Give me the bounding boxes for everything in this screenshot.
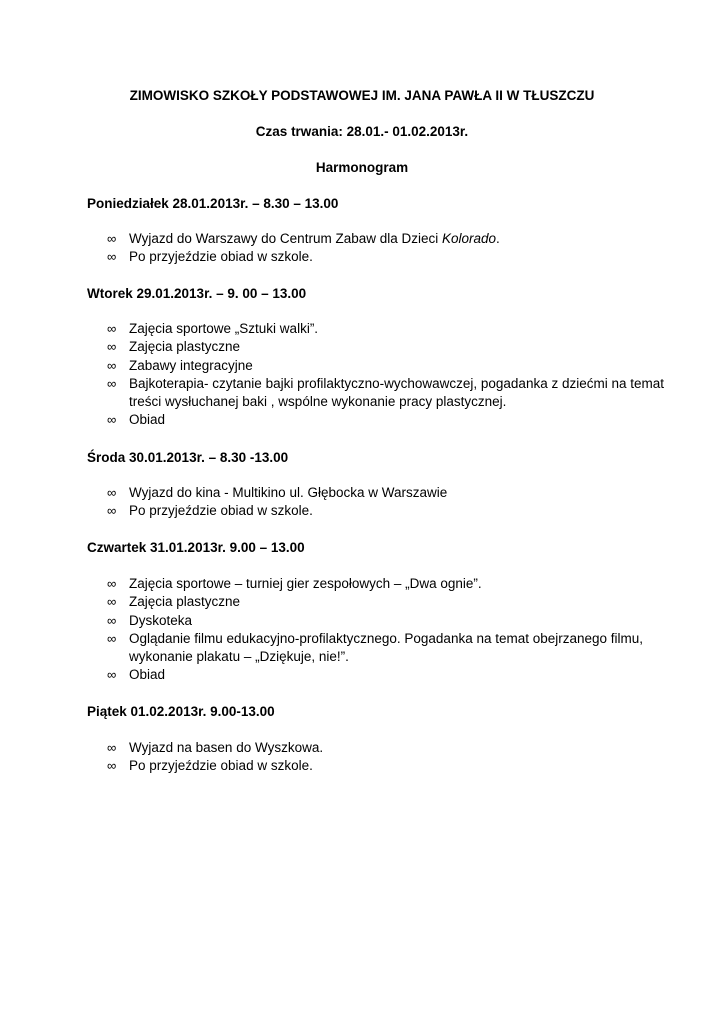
infinity-bullet-icon: ∞ xyxy=(107,357,117,373)
day-items-monday xyxy=(107,230,667,267)
infinity-bullet-icon: ∞ xyxy=(107,740,117,755)
day-heading-thursday: Czwartek 31.01.2013r. 9.00 – 13.00 xyxy=(87,540,305,555)
list-item: ∞ Dyskoteka xyxy=(107,612,667,630)
document-duration: Czas trwania: 28.01.- 01.02.2013r. xyxy=(255,124,469,139)
list-item: ∞ Oglądanie filmu edukacyjno-profilaktycznego. Pogadanka na temat obejrzanego filmu, wykonanie plakatu – „Dziękuje, nie!”. xyxy=(107,630,644,665)
day-items-wednesday xyxy=(107,484,667,521)
day-heading-tuesday: Wtorek 29.01.2013r. – 9. 00 – 13.00 xyxy=(87,286,307,301)
list-item: ∞ Zajęcia plastyczne xyxy=(107,338,667,356)
list-item: ∞ Zajęcia sportowe – turniej gier zespołowych – „Dwa ognie”. xyxy=(107,575,667,593)
list-item: ∞ Wyjazd do Warszawy do Centrum Zabaw dla Dzieci Kolorado. xyxy=(107,230,667,248)
day-items-tuesday xyxy=(107,320,667,430)
list-item: ∞ Zajęcia sportowe „Sztuki walki”. xyxy=(107,320,667,338)
infinity-bullet-icon: ∞ xyxy=(107,485,117,500)
list-item: ∞ Zajęcia plastyczne xyxy=(107,593,667,611)
day-items-friday xyxy=(107,739,667,776)
infinity-bullet-icon: ∞ xyxy=(107,612,117,628)
list-item: ∞ Wyjazd na basen do Wyszkowa. xyxy=(107,739,667,757)
infinity-bullet-icon: ∞ xyxy=(107,249,117,265)
infinity-bullet-icon: ∞ xyxy=(107,321,117,336)
list-item: ∞ Bajkoterapia- czytanie bajki profilaktyczno-wychowawczej, pogadanka z dziećmi na temat treści wysłuchanej baki , wspólne wykonanie pracy plastycznej. xyxy=(107,375,665,410)
list-item: ∞ Obiad xyxy=(107,411,667,429)
infinity-bullet-icon: ∞ xyxy=(107,594,117,610)
list-item: ∞ Obiad xyxy=(107,666,667,684)
day-heading-wednesday: Środa 30.01.2013r. – 8.30 -13.00 xyxy=(87,450,289,465)
infinity-bullet-icon: ∞ xyxy=(107,758,117,774)
list-item: ∞ Zabawy integracyjne xyxy=(107,357,667,375)
infinity-bullet-icon: ∞ xyxy=(107,503,117,519)
list-item: ∞ Po przyjeździe obiad w szkole. xyxy=(107,757,667,775)
schedule-heading: Harmonogram xyxy=(315,160,409,175)
day-heading-monday: Poniedziałek 28.01.2013r. – 8.30 – 13.00 xyxy=(87,196,339,211)
list-item: ∞ Po przyjeździe obiad w szkole. xyxy=(107,502,667,520)
infinity-bullet-icon: ∞ xyxy=(107,576,117,591)
infinity-bullet-icon: ∞ xyxy=(107,339,117,355)
list-item: ∞ Wyjazd do kina - Multikino ul. Głębocka w Warszawie xyxy=(107,484,667,502)
infinity-bullet-icon: ∞ xyxy=(107,375,117,391)
infinity-bullet-icon: ∞ xyxy=(107,231,117,246)
document-title: ZIMOWISKO SZKOŁY PODSTAWOWEJ IM. JANA PAWŁA II W TŁUSZCZU xyxy=(129,88,595,103)
infinity-bullet-icon: ∞ xyxy=(107,412,117,428)
day-items-thursday xyxy=(107,575,667,685)
day-heading-friday: Piątek 01.02.2013r. 9.00-13.00 xyxy=(87,704,275,719)
infinity-bullet-icon: ∞ xyxy=(107,667,117,683)
list-item: ∞ Po przyjeździe obiad w szkole. xyxy=(107,248,667,266)
infinity-bullet-icon: ∞ xyxy=(107,630,117,646)
